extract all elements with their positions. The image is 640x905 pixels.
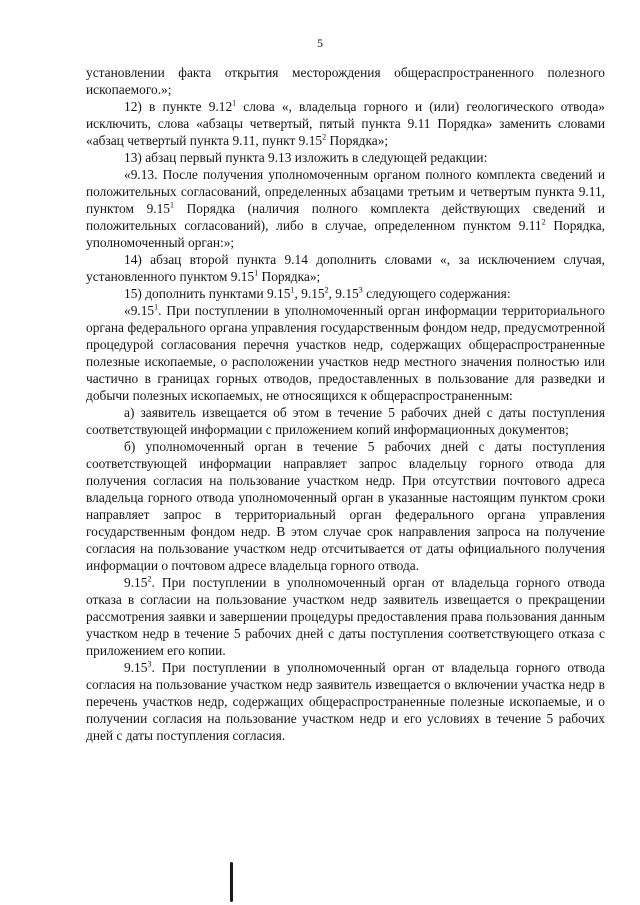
text-run: , 9.15 [328,286,359,301]
superscript: 3 [147,659,152,669]
paragraph-9-13 [86,166,605,251]
text-run: Порядка (наличия полного комплекта действующих сведений и положительных согласований), либо в случае, определенном пунктом 9.11 [86,201,605,233]
paragraph-item-12 [86,98,605,149]
text-run: слова «, владельца горного и (или) геологического отвода» исключить, слова «абзацы четвертый, пятый пункта 9.11 Порядка» заменить словами «абзац четвертый пункта 9.11, пункт 9.15 [86,99,605,148]
superscript: 2 [147,574,152,584]
paragraph-item-13 [86,149,605,166]
superscript: 1 [170,200,175,210]
text-run: «9.15 [124,303,155,318]
text-run: 13) абзац первый пункта 9.13 изложить в следующей редакции: [124,150,488,165]
paragraph-9-15-1 [86,302,605,404]
text-run: . При поступлении в уполномоченный орган информации территориального органа федерального органа управления государственным фондом недр, предусмотренной процедурой согласования перечня участков недр, содержащих общераспространенные полезные ископаемые, о расположении участков недр местного значения полностью или частично в границах горных отводов, предоставленных в пользование для разведки и добычи полезных ископаемых, не относящихся к общераспространенным: [86,303,605,403]
document-body [86,64,605,744]
text-run: б) уполномоченный орган в течение 5 рабочих дней с даты поступления соответствующей информации направляет запрос владельцу горного отвода для получения согласия на пользование участком недр. При отсутствии почтового адреса владельца горного отвода уполномоченный орган в указанные настоящим пунктом сроки направляет запрос в территориальный орган федерального органа управления государственным фондом недр. В этом случае срок направления запроса на получение согласия на пользование участком недр отсчитывается от даты официального получения информации о почтовом адресе владельца горного отвода. [86,439,605,573]
text-run: «9.13. После получения уполномоченным органом полного комплекта сведений и положительных согласований, определенных абзацами третьим и четвертым пункта 9.11, пунктом 9.15 [86,167,605,216]
text-run: Порядка, уполномоченный орган:»; [86,218,606,250]
page-number: 5 [317,36,323,50]
text-run: 12) в пункте 9.12 [124,99,233,114]
paragraph-9-15-3 [86,659,605,744]
text-run: следующего содержания: [362,286,511,301]
superscript: 2 [322,132,327,142]
paragraph-item-14 [86,251,605,285]
superscript: 2 [541,217,546,227]
text-run: 9.15 [124,660,148,675]
text-run: установлении факта открытия месторождения общераспространенного полезного ископаемого.»; [86,65,605,97]
superscript: 3 [358,285,363,295]
paragraph-subitem-a [86,404,605,438]
superscript: 1 [254,268,259,278]
text-run: 9.15 [124,575,148,590]
text-run: 15) дополнить пунктами 9.15 [124,286,291,301]
superscript: 2 [324,285,329,295]
text-run: . При поступлении в уполномоченный орган от владельца горного отвода отказа в согласии на пользование участком недр заявитель извещается о прекращении рассмотрения заявки и завершении процедуры предоставления права пользования данным участком недр в течение 5 рабочих дней с даты поступления соответствующего отказа с приложением его копии. [86,575,605,658]
text-run: Порядка»; [258,269,321,284]
scan-mark [230,862,233,902]
paragraph-item-15 [86,285,605,302]
superscript: 1 [290,285,295,295]
text-run: Порядка»; [326,133,389,148]
superscript: 1 [232,98,237,108]
paragraph-subitem-b [86,438,605,574]
text-run: , 9.15 [294,286,325,301]
text-run: . При поступлении в уполномоченный орган от владельца горного отвода согласия на пользование участком недр заявитель извещается о включении участка недр в перечень участков недр, содержащих общераспространенные полезные ископаемые, и о получении согласия на пользование участком недр и его условиях в течение 5 рабочих дней с даты поступления согласия. [86,660,605,743]
paragraph-9-15-2 [86,574,605,659]
superscript: 1 [154,302,159,312]
text-run: а) заявитель извещается об этом в течение 5 рабочих дней с даты поступления соответствующей информации с приложением копий информационных документов; [86,405,605,437]
text-run: 14) абзац второй пункта 9.14 дополнить словами «, за исключением случая, установленного пунктом 9.15 [86,252,605,284]
paragraph-continuation [86,64,605,98]
